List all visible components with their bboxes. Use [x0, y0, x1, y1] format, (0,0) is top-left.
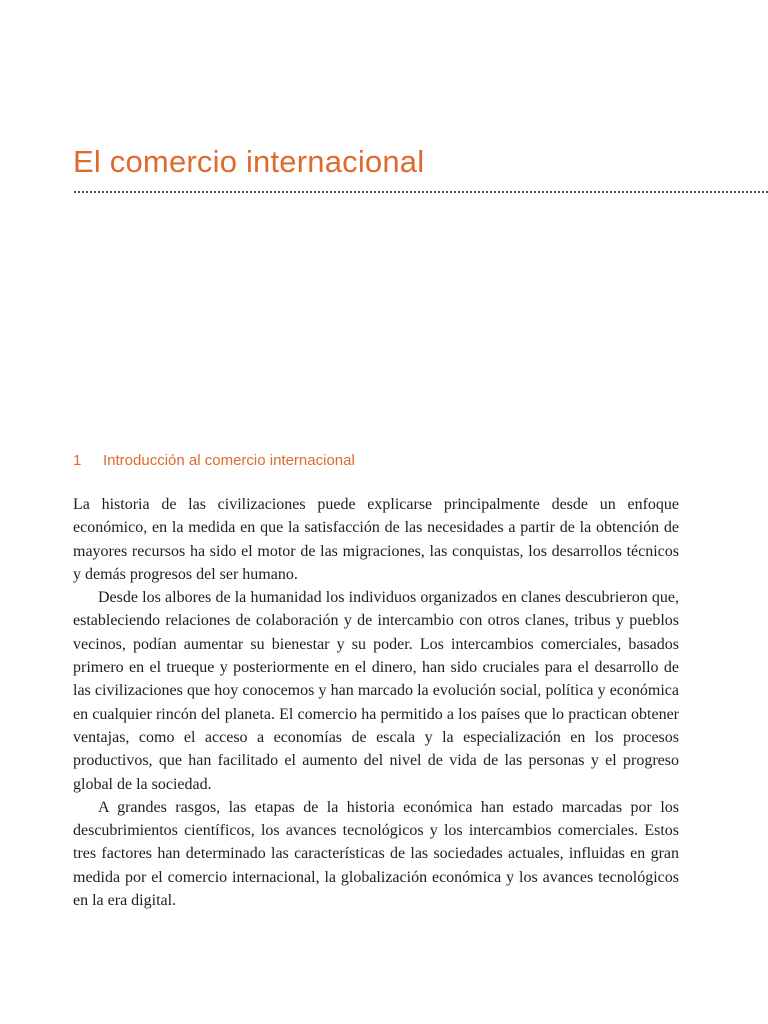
section-title: Introducción al comercio internacional [103, 452, 355, 469]
section-number: 1 [73, 452, 82, 469]
paragraph: Desde los albores de la humanidad los individuos organizados en clanes descubrieron que, estableciendo relaciones de colaboración y de intercambio con otros clanes, tribus y pueblos vecinos, podían aumentar su bienestar y su poder. Los intercambios comerciales, basados primero en el trueque y posteriormente en el dinero, han sido cruciales para el desarrollo de las civilizaciones que hoy conocemos y han marcado la evolución social, política y económica en cualquier rincón del planeta. El comercio ha permitido a los países que lo practican obtener ventajas, como el acceso a economías de escala y la especialización en los procesos productivos, que han facilitado el aumento del nivel de vida de las personas y el progreso global de la sociedad. [73, 589, 679, 793]
title-dotted-rule [74, 191, 768, 193]
body-text [73, 493, 679, 912]
paragraph: A grandes rasgos, las etapas de la historia económica han estado marcadas por los descubrimientos científicos, los avances tecnológicos y los intercambios comerciales. Estos tres factores han determinado las características de las sociedades actuales, influidas en gran medida por el comercio internacional, la globalización económica y los avances tecnológicos en la era digital. [73, 798, 679, 910]
section-heading [73, 449, 355, 473]
chapter-title: El comercio internacional [73, 144, 425, 179]
paragraph: La historia de las civilizaciones puede explicarse principalmente desde un enfoque económico, en la medida en que la satisfacción de las necesidades a partir de la obtención de mayores recursos ha sido el motor de las migraciones, las conquistas, los desarrollos técnicos y demás progresos del ser humano. [73, 496, 679, 583]
